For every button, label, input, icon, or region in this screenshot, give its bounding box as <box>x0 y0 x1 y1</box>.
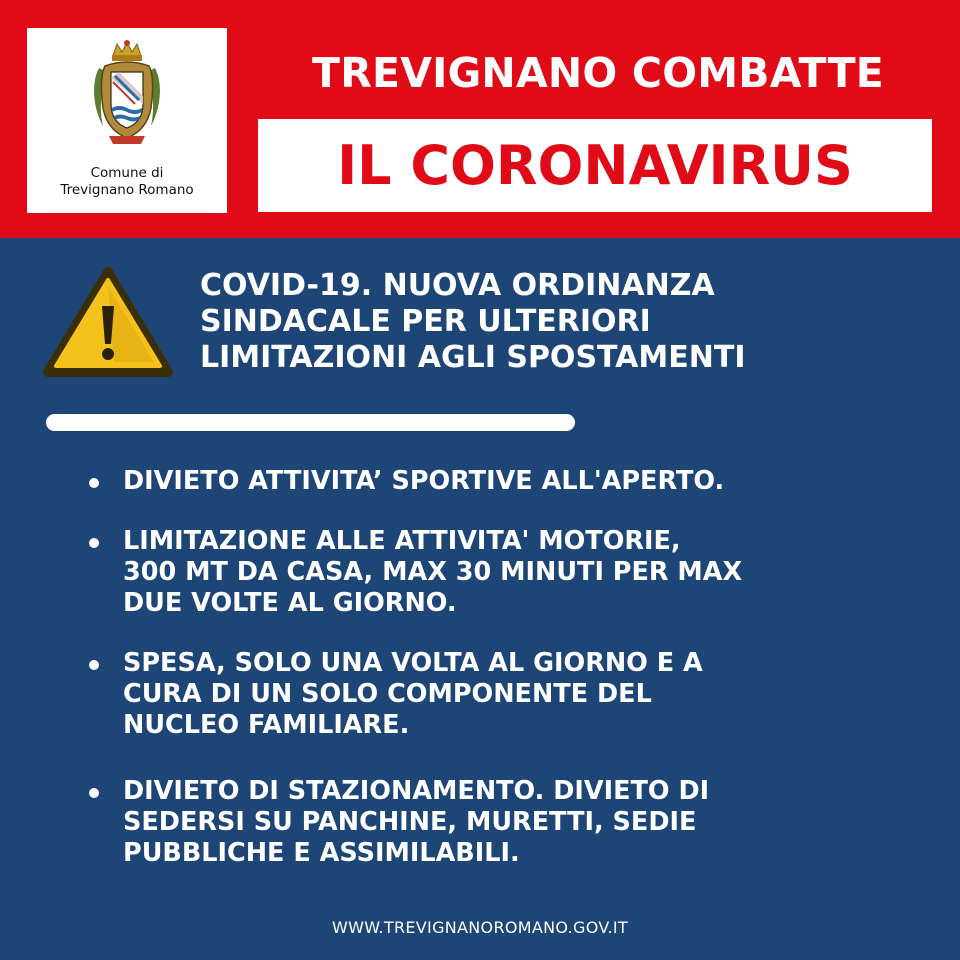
list-item-line: DIVIETO DI STAZIONAMENTO. DIVIETO DI <box>123 776 710 806</box>
logo-text-line1: Comune di <box>90 165 164 181</box>
heading-line: SINDACALE PER ULTERIORI <box>200 304 651 339</box>
list-item-line: SPESA, SOLO UNA VOLTA AL GIORNO E A <box>123 648 703 678</box>
heading-line: LIMITAZIONI AGLI SPOSTAMENTI <box>200 340 746 375</box>
list-item-line: LIMITAZIONE ALLE ATTIVITA' MOTORIE, <box>123 526 681 556</box>
list-item-shopping <box>123 648 923 741</box>
title-main: IL CORONAVIRUS <box>337 134 853 197</box>
heading-line: COVID-19. NUOVA ORDINANZA <box>200 268 715 303</box>
list-item-line: DIVIETO ATTIVITA’ SPORTIVE ALL'APERTO. <box>123 466 725 496</box>
bullet-dot <box>89 478 99 488</box>
list-item-outdoor-sports <box>123 466 923 497</box>
list-item-line: SEDERSI SU PANCHINE, MURETTI, SEDIE <box>123 807 697 837</box>
title-top: TREVIGNANO COMBATTE <box>312 49 884 97</box>
list-item-motor-activity <box>123 526 923 619</box>
list-item-line: PUBBLICHE E ASSIMILABILI. <box>123 838 520 868</box>
bullet-dot <box>89 788 99 798</box>
list-item-line: 300 MT DA CASA, MAX 30 MINUTI PER MAX <box>123 557 743 587</box>
list-item-line: DUE VOLTE AL GIORNO. <box>123 588 457 618</box>
list-item-line: NUCLEO FAMILIARE. <box>123 710 410 740</box>
list-item-no-loitering <box>123 776 923 869</box>
logo-text-line2: Trevignano Romano <box>60 182 194 198</box>
bullet-dot <box>89 538 99 548</box>
footer-url: WWW.TREVIGNANOROMANO.GOV.IT <box>332 918 628 937</box>
list-item-line: CURA DI UN SOLO COMPONENTE DEL <box>123 679 652 709</box>
bullet-dot <box>89 660 99 670</box>
